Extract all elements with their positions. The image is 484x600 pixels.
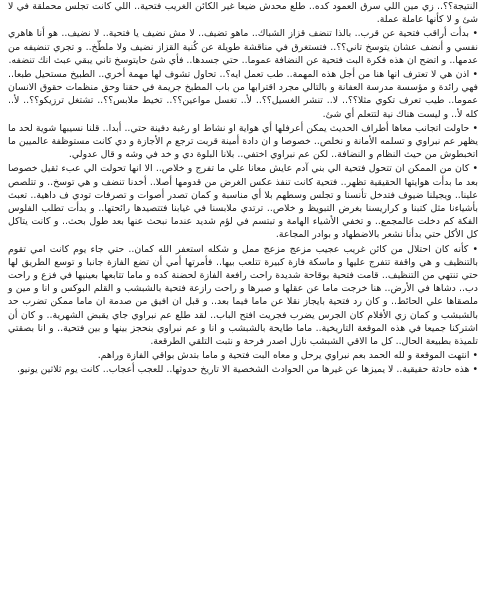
bullet-paragraph: • حاولت اتجانب معاها أطراف الحديث يمكن أعرفلها أي هواية او نشاط او رغبة دفينة حتي.. أبدا.. قلنا نسيبها شوية لحد ما يظهر عم نبراوي و تسلمه الأمانة و نخلص.. خصوصا و ان دادة أمينة قربت ترجع م الأجازة و دي كانت مستوظفة عالميين ما اتخبطوش من حيث النظام و النضافة.. لكن عم نبراوي اختفي.. بلانا البلوة دي و خد في وشه و قال عدولي. [8,122,478,162]
bullet-paragraph: • هذه حادثة حقيقية.. لا يميزها عن غيرها من الحوادث الشخصية الا تاريخ حدوثها.. للعجب أعجاب.. كانت يوم ثلاثين يونيو. [8,363,478,376]
bullet-paragraph: • بدأت أراقب فتحية عن قرب.. بالذا تنضف قزاز الشباك.. ماهو تضيف.. لا مش نضيف يا فتحية.. لا نضيف.. هو أنا هاهري نفسي و أنضف عشان يتوسخ تاني؟؟.. فتستغرق في مناقشة طويلة عن كُنية القزاز نضيف ولا ملطّخ.. و تجري تنضيفه من عدمها.. و اتضح ان هذه فكرة البت فتحية عن النضافة عموما.. حتي جسدها.. فأي شئ حايتوسخ تاني يبقي عبث انك تنضفه. [8,27,478,67]
bullet-paragraph: • انتهت الموقعة و لله الحمد بعم نبراوي يرحل و معاه البت فتحية و ماما بتدش بواقي الفازة وراهم. [8,349,478,362]
bullet-paragraph: • كان من الممكن ان تتحول فتحية الي بني آدم عايش معانا علي ما تفرج و خلاص.. الا انها تحولت الي عبء ثقيل خصوصا بعد ما بدأت هوايتها الحقيقية تظهر.. فتحية كانت تنفذ عكس الغرض من قدومها أصلا.. أخدنا تنضف و هي توسخ.. و تتلصص علينا.. ويجيلنا ضيوف فتدخل تأنسنا و تجلس وسطهم بلا أي مناسبة و كمان تصدر أصوات و تصرفات تودي ف داهية.. تعبث بأشياءنا مثل كتبنا و كراريسنا بغرض التبويظ و خلاص.. ترتدي ملابسنا في غيابنا فتتصيدها رائحتها.. و بدأت تطلب الفلوس الفكة كم دخلت عالمجمع.. و تخفي الأشياء الهامة و تبتسم في لؤم شديد عندما نبحث عنها بعد طول بحث.. و كانت يتاكل كل الأكل حتي بدأنا نشعر بالاضطهاد و بوادر المجاعة. [8,162,478,241]
paragraph: النتيجة؟؟.. زي مين اللي سرق العمود كده.. طلع محدش ضيعا غير الكائن الغريب فتحية.. اللي كانت تجلس محملقة في لا شئ و لا كأنها عاملة عملة. [8,1,478,26]
bullet-paragraph: • اذن هي لا تعترف انها هنا من أجل هذه المهمة.. طب تعمل ايه؟.. تحاول تشوف لها مهمة أخري.. الطبيخ مستحيل طبعا.. فهي رائدة و مؤسسة مدرسة العفانة و بالتالي مجرد اقترابها من باب المطبخ جريمة في حقنا وحق منظمات حقوق الانسان عموما.. طيب تعرف تكوي مثلا؟؟.. لا.. تنشر الغسيل؟؟.. لأ.. تغسل مواعين؟؟.. تخيط ملابس؟؟.. تشتغل ترزيكو؟؟.. لأ.. كله لأ.. و ليست هناك نية لتتعلم أي شئ. [8,68,478,121]
bullet-paragraph: • كأنه كان احتلال من كائن غريب عجيب مزعج مزعج ممل و شكله استعفر الله كمان.. حتي جاء يوم كانت امي تقوم بالتنظيف و هي واقفة تتفرج عليها و ماسكة فازة كبيرة تتلعب بيها.. فأمرتها أمي أن تضع الفازة جانبا و توسع الطريق لها حتي تنتهي من التنظيف.. قامت فتحية بوقاحة شديدة راحت رافعة الفازة لحضنة كده و ماما تتابعها بعينيها في فزع و راحت دب.. دشاها في الأرض.. هنا خرجت ماما عن عقلها و صبرها و راحت رازعة فتحية بالشبشب و القلم البوكس و انا و مين و ملصقاها علي الحائط.. و كان رد فتحية بايجاز نقلا عن ماما فيما بعد.. و قبل ان افيق من صدمة ان ماما ممكن تضرب حد بالشبشب و كمان زي الأفلام كان الجرس يضرب فجريت افتح الباب.. لقد طلع عم نبراوي جاي يقبض الشهرية.. و كان أن اشتركنا جميعا في هذه الموقعة التاريخية.. ماما طايحة بالشبشب و انا و عم نبراوي بنحجز بينها و بين فتحية.. و انا بصقتي تلميذة بطبيعة الحال.. كل ما الاقي الشبشب نازل اصدر فرحة و نثبت التلقي الطرقعة. [8,243,478,349]
